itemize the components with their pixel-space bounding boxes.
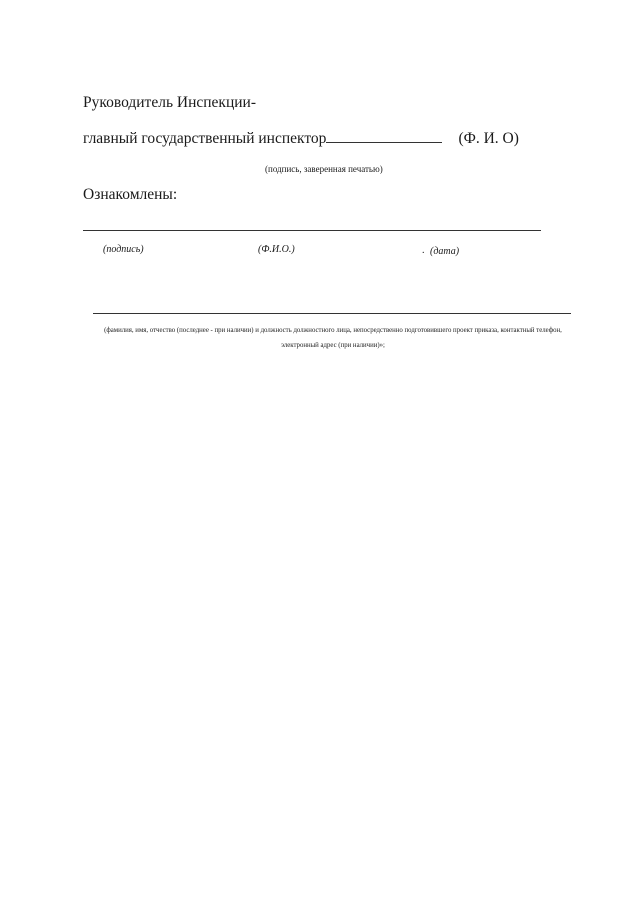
caption-dot: . [422, 245, 425, 256]
seal-caption: (подпись, заверенная печатью) [265, 164, 383, 174]
head-title-line2: главный государственный инспектор [83, 130, 327, 147]
signature-blank-line [326, 128, 442, 143]
caption-signature: (подпись) [103, 244, 144, 255]
acquainted-label: Ознакомлены: [83, 186, 178, 203]
caption-date: (дата) [430, 246, 460, 257]
head-fio-label: (Ф. И. О) [458, 130, 519, 147]
preparer-line [93, 313, 571, 314]
head-title-line1: Руководитель Инспекции- [83, 94, 257, 111]
caption-fio: (Ф.И.О.) [258, 244, 295, 255]
head-title-line2-row [83, 128, 519, 148]
preparer-caption: (фамилия, имя, отчество (последнее - при наличии) и должность должностного лица, непосредственно подготовившего проект приказа, контактный телефон, электронный адрес (при наличии)»; [104, 327, 562, 349]
acquainted-signature-line [83, 230, 541, 231]
